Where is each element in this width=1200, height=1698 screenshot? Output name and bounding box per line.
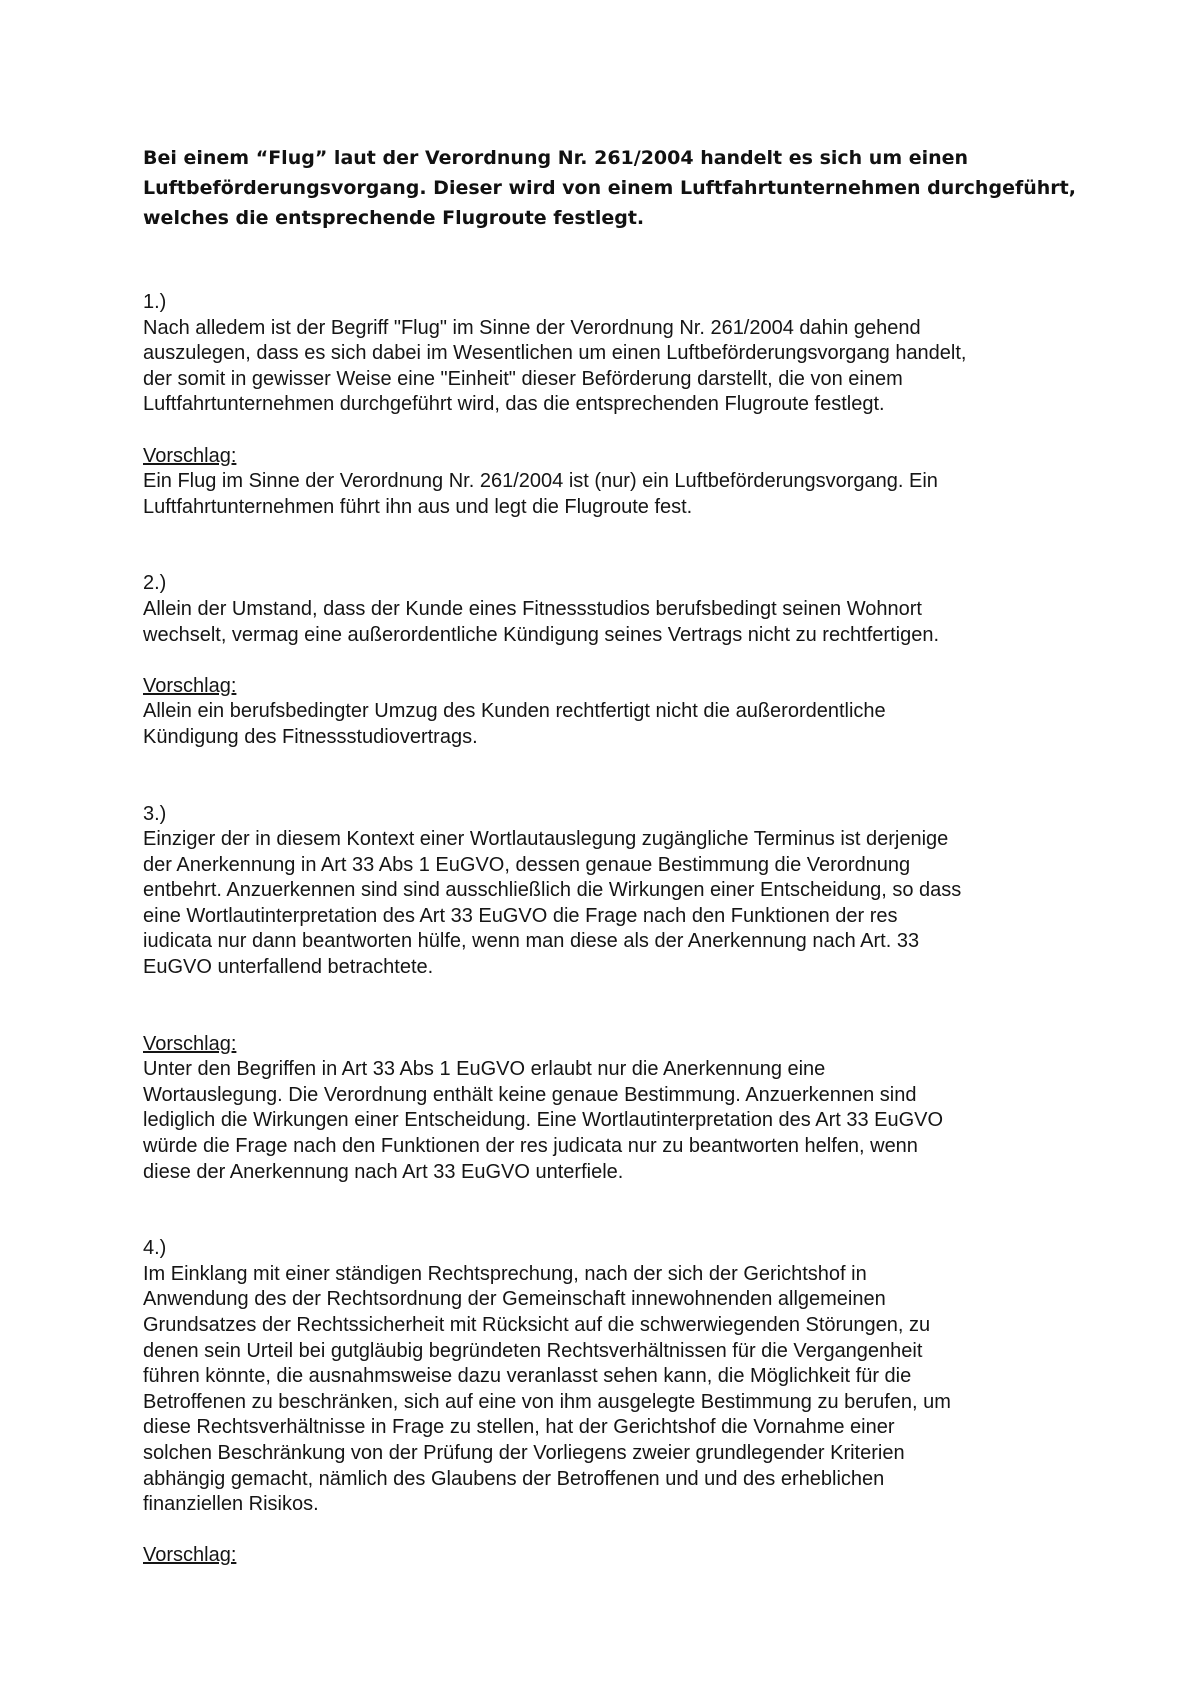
text-line: Grundsatzes der Rechtssicherheit mit Rücksicht auf die schwerwiegenden Störungen, zu [143,1314,931,1336]
text-line: Betroffenen zu beschränken, sich auf eine von ihm ausgelegte Bestimmung zu berufen, um [143,1390,951,1413]
text-line: Nach alledem ist der Begriff "Flug" im Sinne der Verordnung Nr. 261/2004 dahin gehend [143,316,921,339]
text-line: denen sein Urteil bei gutgläubig begründeten Rechtsverhältnissen für die Vergangenheit [143,1339,923,1362]
text-line: Luftfahrtunternehmen durchgeführt wird, das die entsprechenden Flugroute festlegt. [143,393,885,416]
suggestion-line: Unter den Begriffen in Art 33 Abs 1 EuGVO erlaubt nur die Anerkennung eine [143,1058,826,1081]
suggestion-line: Wortauslegung. Die Verordnung enthält keine genaue Bestimmung. Anzuerkennen sind [143,1083,917,1106]
text-line: solchen Beschränkung von der Prüfung der Vorliegens zweier grundlegender Kriterien [143,1441,905,1464]
section-number: 2.) [143,572,167,595]
text-line: EuGVO unterfallend betrachtete. [143,956,434,979]
text-line: auszulegen, dass es sich dabei im Wesentlichen um einen Luftbeförderungsvorgang handelt, [143,342,967,365]
text-line: eine Wortlautinterpretation des Art 33 EuGVO die Frage nach den Funktionen der res [143,904,898,927]
intro-line: Luftbeförderungsvorgang. Dieser wird von einem Luftfahrtunternehmen durchgeführt, [143,177,1076,199]
text-line: Allein der Umstand, dass der Kunde eines Fitnessstudios berufsbedingt seinen Wohnort [143,597,922,620]
text-line: Einziger der in diesem Kontext einer Wortlautauslegung zugängliche Terminus ist derjenige [143,828,949,851]
section-number: 1.) [143,291,167,313]
suggestion-label: Vorschlag: [143,674,237,697]
suggestion-label: Vorschlag: [143,444,237,467]
text-line: iudicata nur dann beantworten hülfe, wenn man diese als der Anerkennung nach Art. 33 [143,930,920,953]
suggestion-line: Luftfahrtunternehmen führt ihn aus und legt die Flugroute fest. [143,495,693,518]
text-line: der Anerkennung in Art 33 Abs 1 EuGVO, dessen genaue Bestimmung die Verordnung [143,853,911,876]
section-2 [143,571,1103,750]
suggestion-line: diese der Anerkennung nach Art 33 EuGVO unterfiele. [143,1160,624,1183]
text-line: wechselt, vermag eine außerordentliche Kündigung seines Vertrags nicht zu rechtfertigen. [143,623,940,646]
intro-paragraph [143,143,1083,233]
section-number: 3.) [143,802,167,825]
text-line: diese Rechtsverhältnisse in Frage zu stellen, hat der Gerichtshof die Vornahme einer [143,1416,895,1439]
text-line: führen könnte, die ausnahmsweise dazu veranlasst sehen kann, die Möglichkeit für die [143,1365,912,1388]
section-4 [143,1236,1103,1569]
suggestion-line: würde die Frage nach den Funktionen der res judicata nur zu beantworten helfen, wenn [143,1135,918,1158]
suggestion-label: Vorschlag: [143,1032,237,1055]
intro-line: Bei einem “Flug” laut der Verordnung Nr. 261/2004 handelt es sich um einen [143,147,969,169]
suggestion-line: Allein ein berufsbedingter Umzug des Kunden rechtfertigt nicht die außerordentliche [143,700,886,723]
suggestion-line: lediglich die Wirkungen einer Entscheidung. Eine Wortlautinterpretation des Art 33 EuGVO [143,1109,944,1132]
text-line: der somit in gewisser Weise eine "Einheit" dieser Beförderung darstellt, die von einem [143,367,903,390]
section-number: 4.) [143,1237,167,1260]
suggestion-label: Vorschlag: [143,1544,237,1567]
text-line: Anwendung des der Rechtsordnung der Gemeinschaft innewohnenden allgemeinen [143,1288,886,1311]
document-body [143,290,1103,1569]
suggestion-line: Ein Flug im Sinne der Verordnung Nr. 261/2004 ist (nur) ein Luftbeförderungsvorgang. Ein [143,470,938,493]
text-line: Im Einklang mit einer ständigen Rechtsprechung, nach der sich der Gerichtshof in [143,1262,867,1285]
text-line: entbehrt. Anzuerkennen sind sind ausschließlich die Wirkungen einer Entscheidung, so dass [143,879,962,902]
text-line: abhängig gemacht, nämlich des Glaubens der Betroffenen und und des erheblichen [143,1467,885,1490]
section-3 [143,802,1103,1186]
suggestion-line: Kündigung des Fitnessstudiovertrags. [143,725,478,748]
intro-line: welches die entsprechende Flugroute festlegt. [143,207,645,229]
section-1 [143,290,1103,520]
text-line: finanziellen Risikos. [143,1493,319,1516]
